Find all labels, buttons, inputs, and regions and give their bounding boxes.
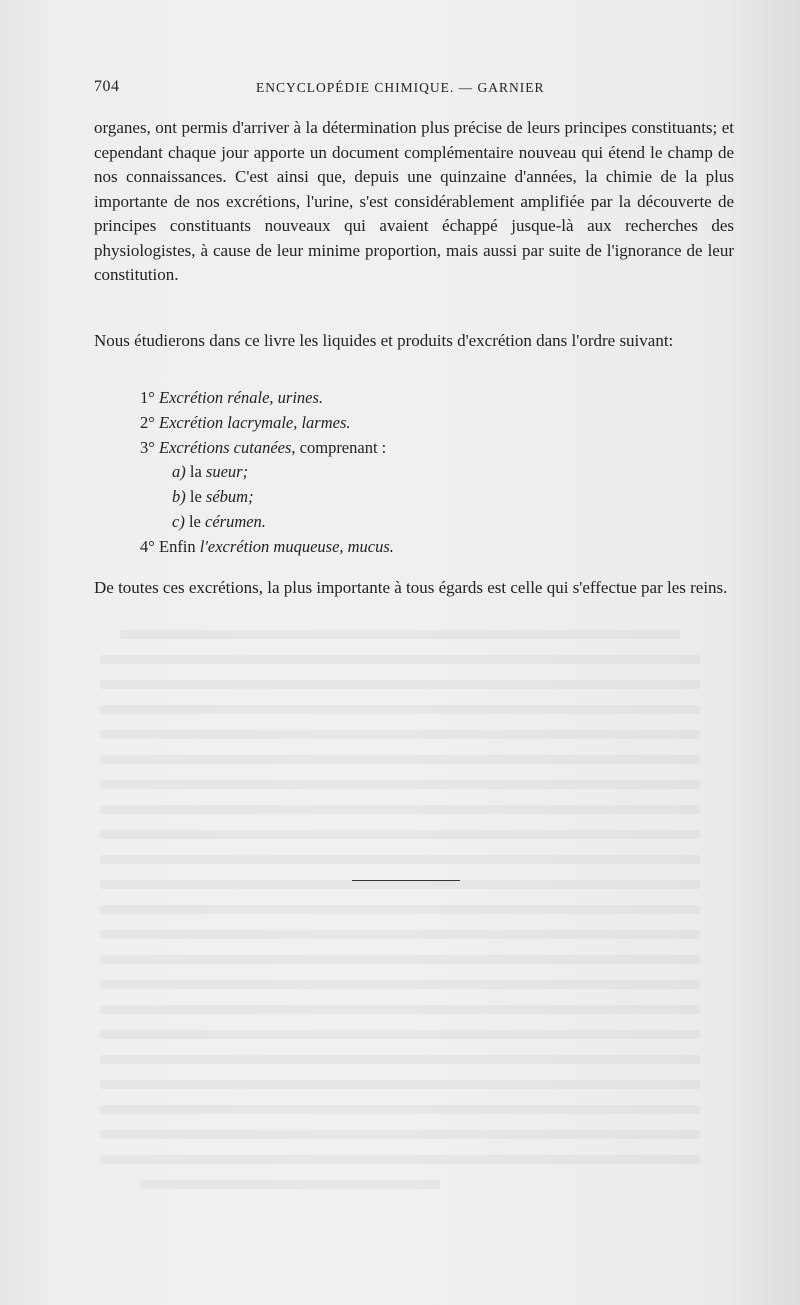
sub-text: sébum; [205,487,254,507]
list-text-rest: , comprenant : [291,437,387,457]
list-text: Excrétion lacrymale, larmes. [158,412,351,432]
list-item [140,411,680,436]
list-item [140,436,680,461]
list-number: 2° [140,412,155,432]
list-text-italic: l'excrétion muqueuse, mucus. [199,536,394,556]
sub-text: cérumen. [205,511,266,531]
sub-list-item [140,460,680,485]
page-number: 704 [94,78,120,95]
sub-letter: c) [172,511,185,531]
list-item [140,535,680,560]
sub-list-item [140,485,680,510]
list-text: Excrétion rénale, urines. [158,388,324,407]
sub-prefix: la [189,462,202,482]
sub-letter: a) [172,462,186,482]
order-paragraph: Nous étudierons dans ce livre les liquides et produits d'excrétion dans l'ordre suivant: [94,331,674,350]
page-header [94,78,574,100]
sub-list-item [140,510,680,535]
running-title: ENCYCLOPÉDIE CHIMIQUE. — GARNIER [256,80,545,95]
list-item [140,386,680,411]
section-divider [352,880,460,881]
sub-text: sueur; [205,462,249,482]
list-number: 4° [140,536,155,556]
list-prefix: Enfin [158,536,196,556]
sub-prefix: le [189,487,202,507]
conclusion-paragraph: De toutes ces excrétions, la plus importante à tous égards est celle qui s'effectue par les reins. [94,578,728,597]
sub-prefix: le [188,511,201,531]
excretion-list [140,386,680,560]
list-number: 3° [140,437,155,457]
list-number: 1° [140,388,155,407]
intro-paragraph: organes, ont permis d'arriver à la détermination plus précise de leurs principes constituants; et cependant chaque jour apporte un document complémentaire nouveau qui étend le champ de nos connaissances. C'est ainsi que, depuis une quinzaine d'années, la chimie de la plus importante de nos excrétions, l'urine, s'est considérablement amplifiée par la découverte de principes constituants nouveaux qui avaient échappé jusque-là aux recherches des physiologistes, à cause de leur minime proportion, mais aussi par suite de l'ignorance de leur constitution. [94,118,734,284]
list-text-italic: Excrétions cutanées [158,437,292,457]
sub-letter: b) [172,487,186,507]
